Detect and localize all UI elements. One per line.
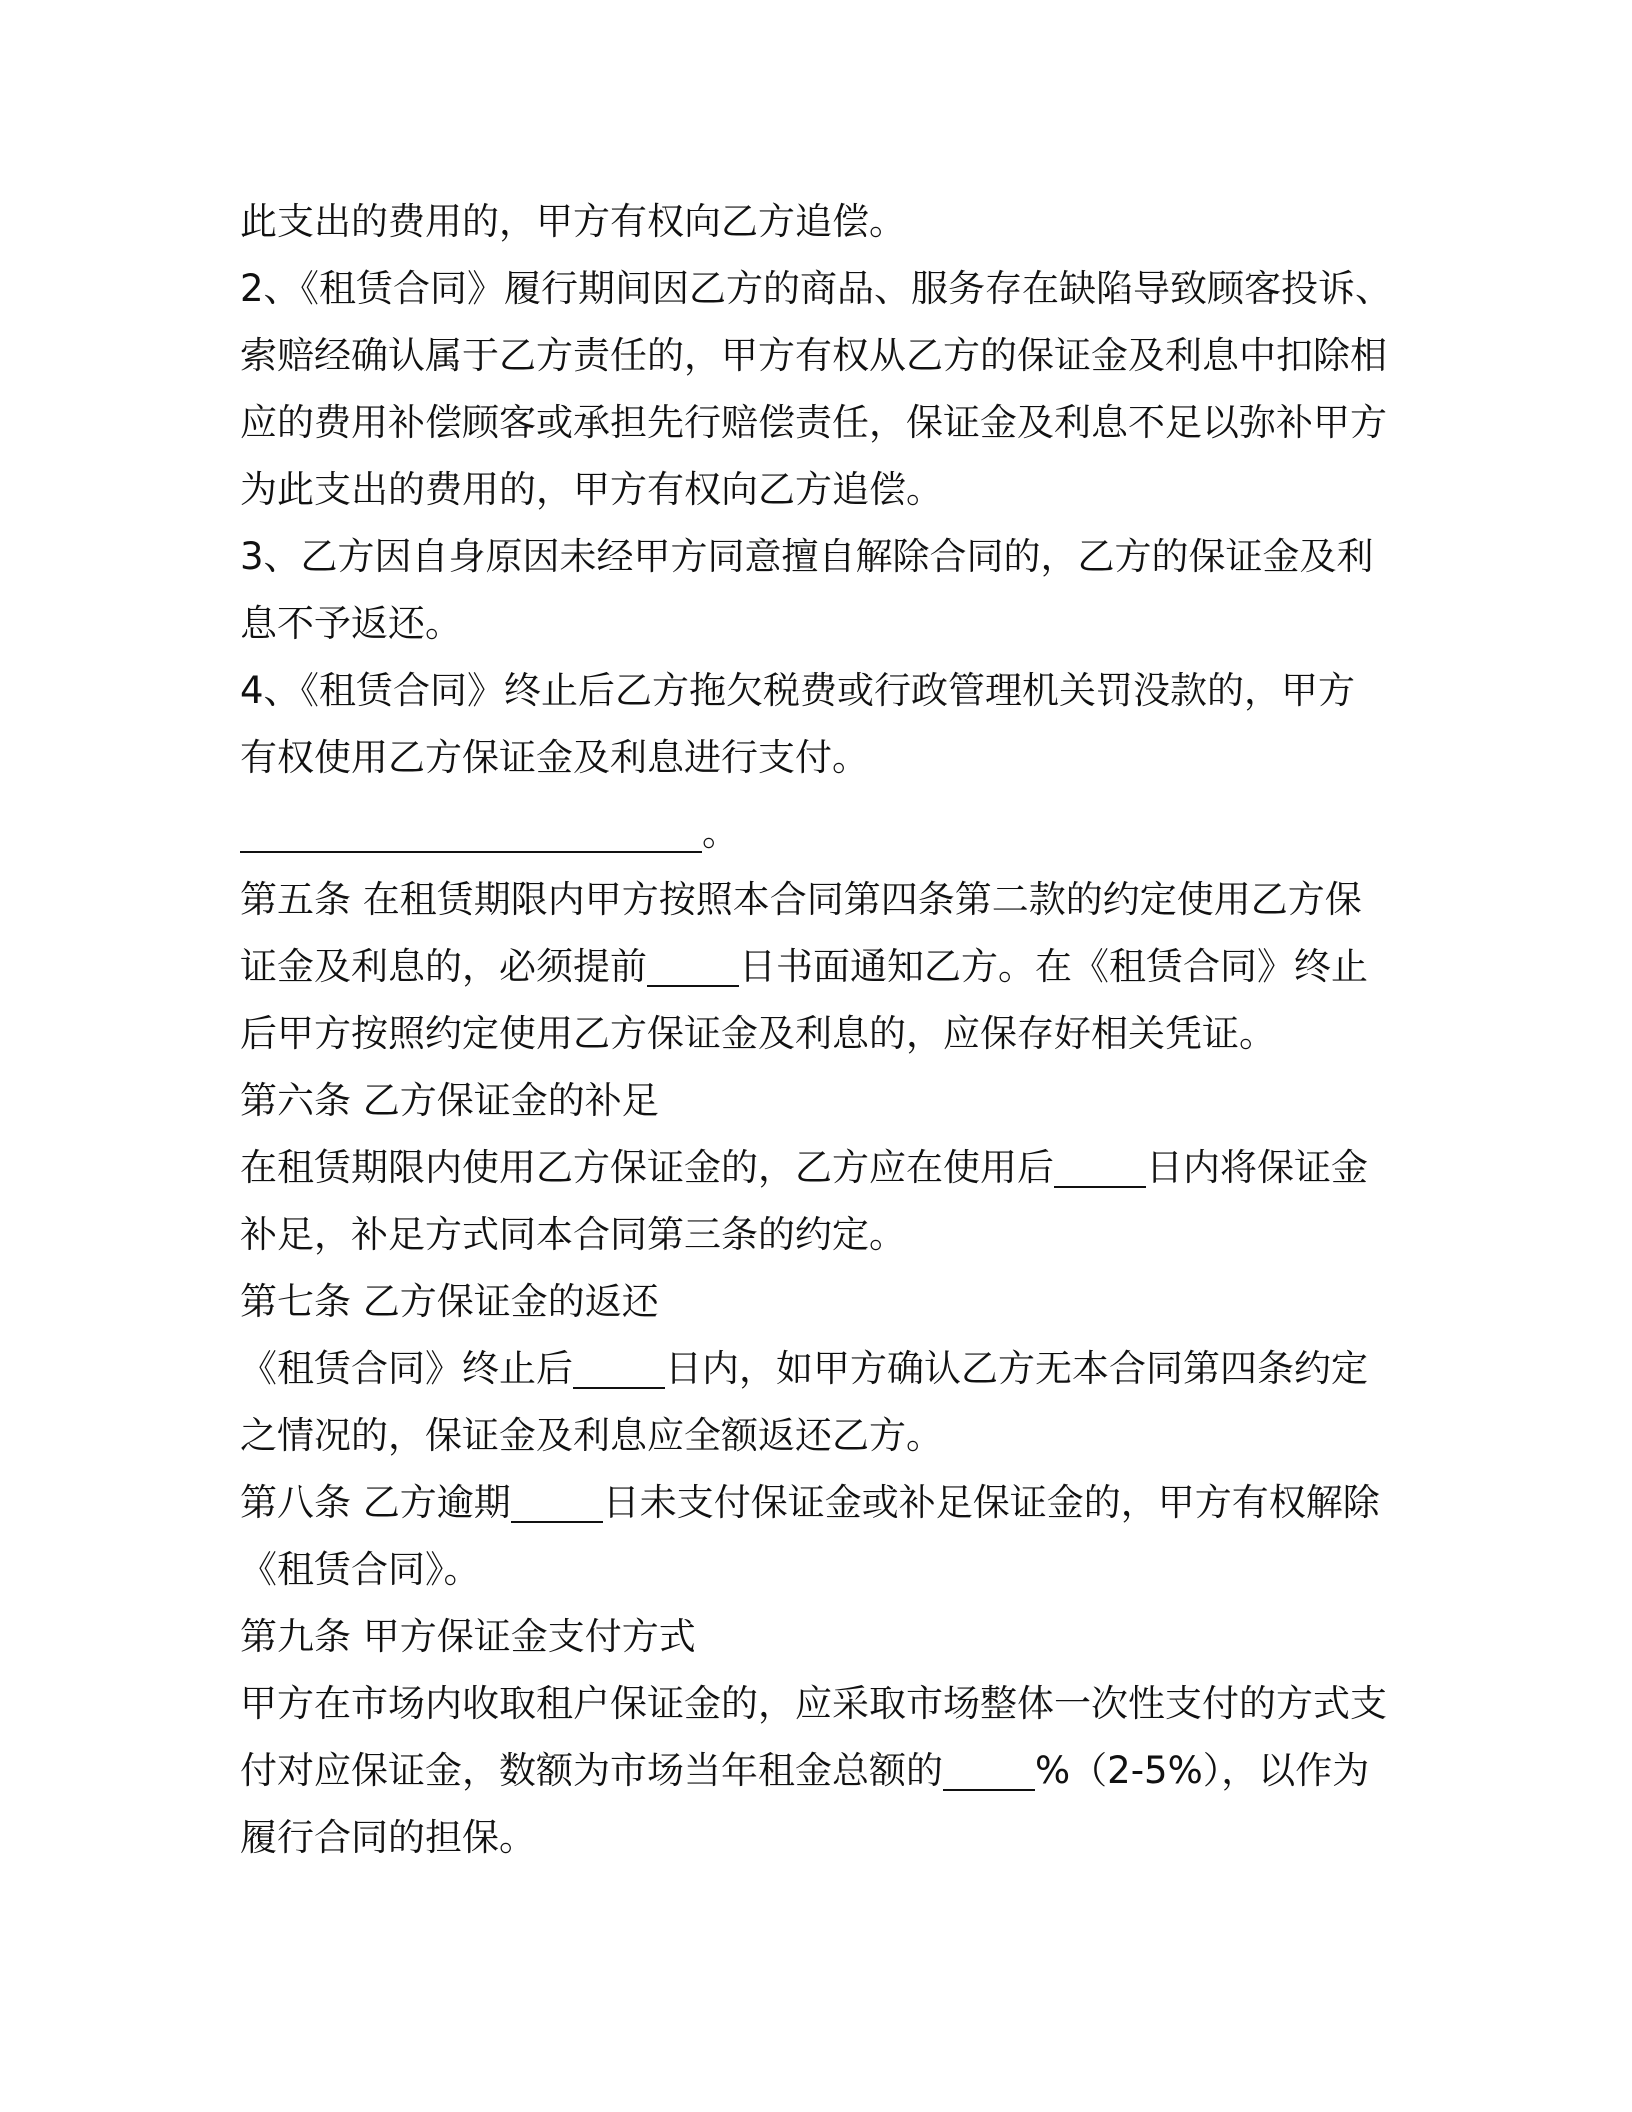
paragraph-line xyxy=(240,1335,1400,1402)
clause-2-line: 2、《租赁合同》履行期间因乙方的商品、服务存在缺陷导致顾客投诉、 xyxy=(240,267,1393,310)
days-overdue-blank[interactable] xyxy=(511,1479,603,1523)
paragraph-line: 后甲方按照约定使用乙方保证金及利息的，应保存好相关凭证。 xyxy=(240,1012,1276,1055)
text-segment: 付对应保证金，数额为市场当年租金总额的 xyxy=(240,1749,943,1792)
paragraph-line: 息不予返还。 xyxy=(240,602,462,645)
paragraph-line xyxy=(240,933,1400,1000)
paragraph-line xyxy=(240,1737,1400,1804)
days-notice-blank[interactable] xyxy=(647,943,739,987)
article-5-heading-line: 第五条 在租赁期限内甲方按照本合同第四条第二款的约定使用乙方保 xyxy=(240,878,1362,921)
text-segment: 日内，如甲方确认乙方无本合同第四条约定 xyxy=(665,1347,1368,1390)
paragraph-line: 应的费用补偿顾客或承担先行赔偿责任，保证金及利息不足以弥补甲方 xyxy=(240,401,1387,444)
article-9-heading: 第九条 甲方保证金支付方式 xyxy=(240,1615,696,1658)
text-segment: 在租赁期限内使用乙方保证金的，乙方应在使用后 xyxy=(240,1146,1054,1189)
percentage-blank[interactable] xyxy=(943,1747,1035,1791)
article-7-heading: 第七条 乙方保证金的返还 xyxy=(240,1280,659,1323)
text-segment: 第八条 乙方逾期 xyxy=(240,1481,511,1524)
days-replenish-blank[interactable] xyxy=(1054,1144,1146,1188)
paragraph-line: 为此支出的费用的，甲方有权向乙方追偿。 xyxy=(240,468,943,511)
paragraph-line: 履行合同的担保。 xyxy=(240,1816,536,1859)
text-segment: %（2-5%），以作为 xyxy=(1035,1749,1370,1792)
paragraph-line: 索赔经确认属于乙方责任的，甲方有权从乙方的保证金及利息中扣除相 xyxy=(240,334,1387,377)
paragraph-line: 补足，补足方式同本合同第三条的约定。 xyxy=(240,1213,906,1256)
paragraph-line: 之情况的，保证金及利息应全额返还乙方。 xyxy=(240,1414,943,1457)
article-8-line xyxy=(240,1469,1400,1536)
text-segment: 日内将保证金 xyxy=(1146,1146,1368,1189)
paragraph-line: 甲方在市场内收取租户保证金的，应采取市场整体一次性支付的方式支 xyxy=(240,1682,1387,1725)
text-segment: 《租赁合同》终止后 xyxy=(240,1347,573,1390)
paragraph-line: 有权使用乙方保证金及利息进行支付。 xyxy=(240,736,869,779)
paragraph-line xyxy=(240,1134,1400,1201)
blank-fill-line xyxy=(240,799,1400,866)
contract-page xyxy=(240,188,1400,1871)
article-6-heading: 第六条 乙方保证金的补足 xyxy=(240,1079,659,1122)
long-fill-blank[interactable] xyxy=(240,809,702,853)
paragraph-line: 此支出的费用的，甲方有权向乙方追偿。 xyxy=(240,200,906,243)
clause-3-line: 3、乙方因自身原因未经甲方同意擅自解除合同的，乙方的保证金及利 xyxy=(240,535,1374,578)
text-segment: 证金及利息的，必须提前 xyxy=(240,945,647,988)
text-segment: 日书面通知乙方。在《租赁合同》终止 xyxy=(739,945,1368,988)
period-mark: 。 xyxy=(702,811,739,854)
clause-4-line: 4、《租赁合同》终止后乙方拖欠税费或行政管理机关罚没款的，甲方 xyxy=(240,669,1356,712)
paragraph-line: 《租赁合同》。 xyxy=(240,1548,481,1591)
text-segment: 日未支付保证金或补足保证金的，甲方有权解除 xyxy=(602,1481,1380,1524)
days-return-blank[interactable] xyxy=(573,1345,665,1389)
